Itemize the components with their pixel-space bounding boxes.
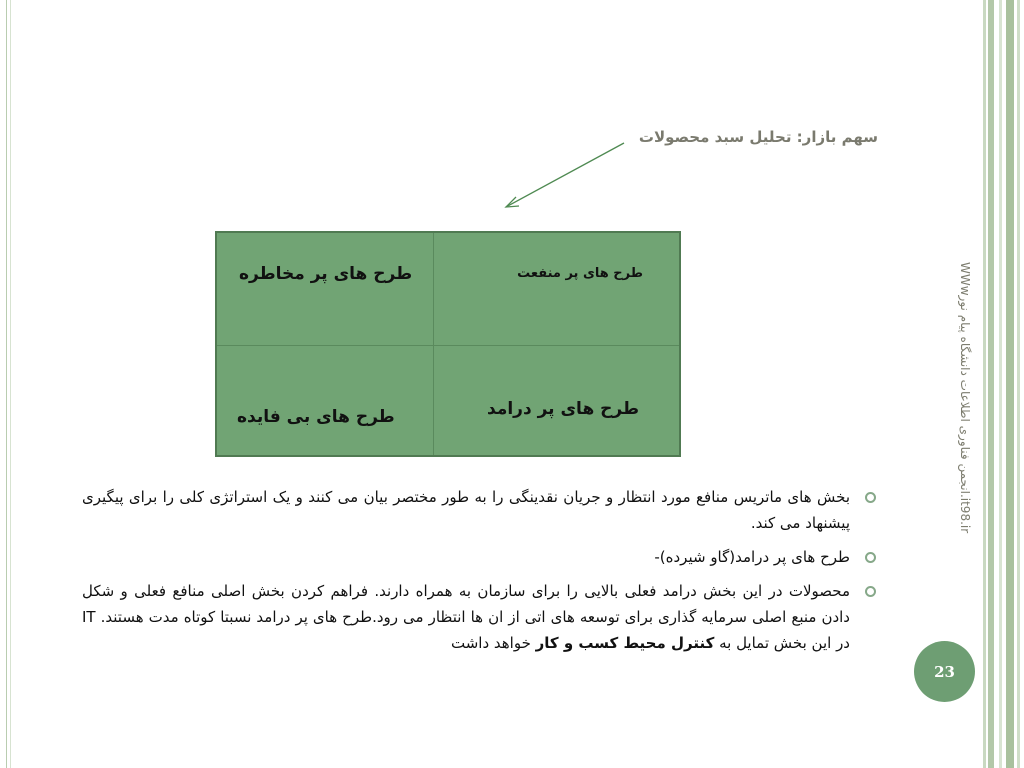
- bullet-text-bold: کنترل محیط کسب و کار: [535, 634, 715, 652]
- slide-heading: سهم بازار: تحلیل سبد محصولات: [638, 128, 878, 146]
- list-item: [82, 544, 882, 570]
- matrix-cell-top-left: طرح های پر مخاطره: [239, 264, 413, 284]
- matrix-cell-bottom-left: طرح های بی فایده: [237, 407, 395, 427]
- matrix-cell-top-right: طرح های پر منفعت: [517, 266, 643, 281]
- bullet-icon: [865, 586, 876, 597]
- matrix-cell-bottom-right: طرح های پر درامد: [487, 399, 639, 419]
- bullet-list: [82, 484, 882, 664]
- list-item: [82, 578, 882, 656]
- side-watermark-text: WWwانجمن فناوری اطلاعات دانشگاه پیام نور.it98.ir: [958, 262, 972, 534]
- bullet-text-end: خواهد داشت: [450, 634, 536, 652]
- page-number-badge: [914, 641, 975, 702]
- bullet-icon: [865, 492, 876, 503]
- decorative-right-bars: [980, 0, 1024, 768]
- bullet-icon: [865, 552, 876, 563]
- frame-line-left: [6, 0, 7, 768]
- bullet-text: بخش های ماتریس منافع مورد انتظار و جریان نقدینگی را به طور مختصر بیان می کنند و یک استراتژی کلی را برای پیگیری پیشنهاد می کند.: [82, 488, 850, 532]
- page-number: 23: [934, 662, 955, 681]
- bullet-text: طرح های پر درامد(گاو شیرده)-: [654, 548, 850, 566]
- portfolio-matrix: [215, 231, 681, 457]
- frame-line-left-inner: [10, 0, 11, 768]
- list-item: [82, 484, 882, 536]
- matrix-divider-horizontal: [217, 345, 679, 346]
- arrow-icon: [500, 140, 630, 212]
- bullet-text: محصولات در این بخش درامد فعلی بالایی را برای سازمان به همراه دارند. فراهم کردن بخش اصلی منافع فعلی و شکل دادن منبع اصلی سرمایه گذاری برای توسعه های اتی از ان ها انتظار می رود.طرح های پر درامد نسبتا کوتاه مدت هستند. IT در این بخش تمایل به: [82, 582, 850, 652]
- matrix-divider-vertical: [433, 233, 434, 455]
